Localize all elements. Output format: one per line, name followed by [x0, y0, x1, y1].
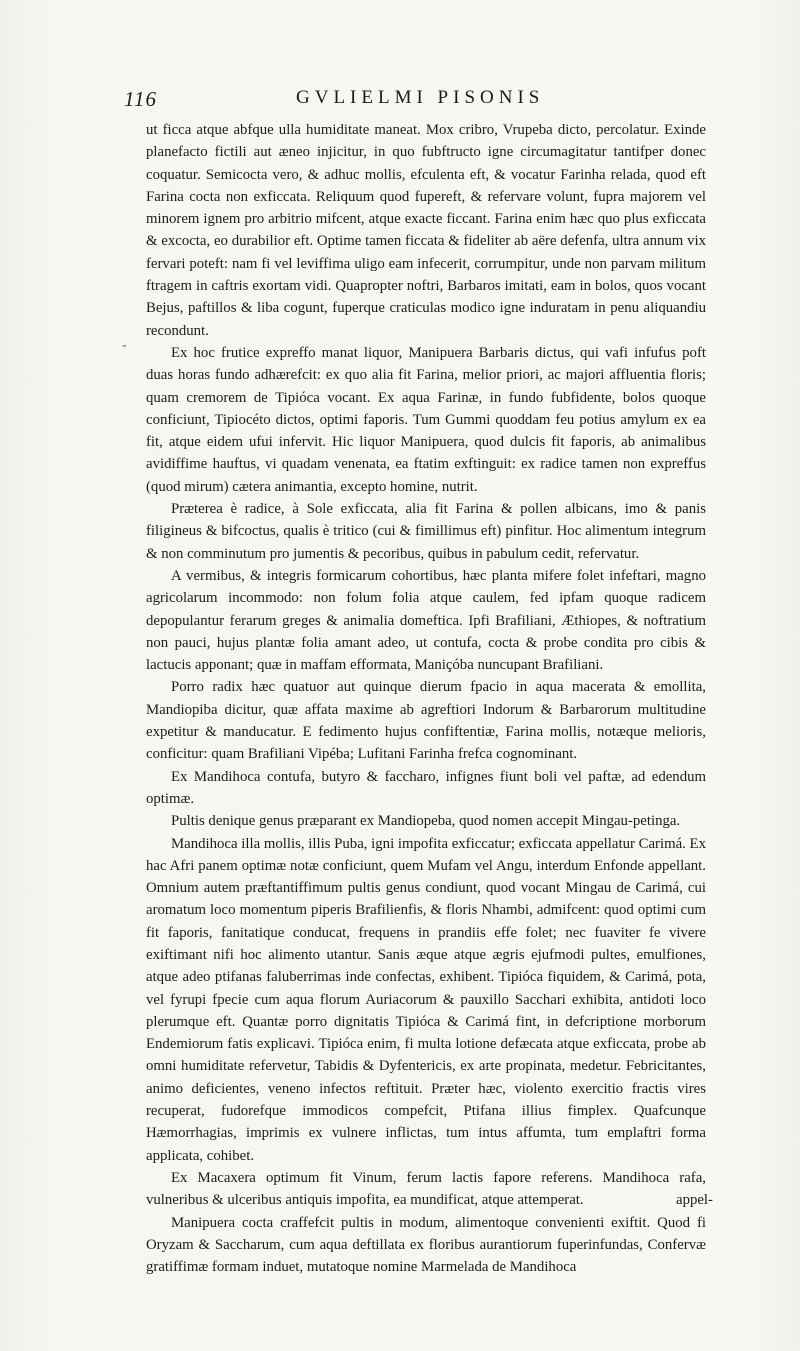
paragraph: Ex Macaxera optimum fit Vinum, ferum lactis fapore referens. Mandihoca rafa, vulneribus & ulceribus antiquis impofita, ea mundificat, atque attemperat.	[146, 1169, 706, 1209]
body-text	[146, 119, 706, 1278]
paragraph: Mandihoca illa mollis, illis Puba, igni impofita exficcatur; exficcata appellatur Carimá. Ex hac Afri panem optimæ notæ conficiunt, quem Mufam vel Angu, interdum Enfonde appellant. Omnium autem præftantiffimum pultis genus condiunt, quod vocant Mingau de Carimá, cui aromatum loco momentum piperis Brafilienfis, & floris Nhambi, admifcent: quod optimi cum fit faporis, fanitatique conducat, frequens in prandiis effe folet; nec fuaviter fe vivere exiftimant nifi hoc alimento utantur. Sanis æque atque ægris ejufmodi pultes, emulfiones, atque adeo ptifanas faluberrimas inde confectas, exhibent. Tipióca fiquidem, & Carimá, pota, vel fyrupi fpecie cum aqua florum Auriacorum & pauxillo Sacchari exhibita, antidoti loco plerumque eft. Quantæ porro dignitatis Tipióca & Carimá fint, in defcriptione morborum Endemiorum fatis explicavi. Tipióca enim, fi multa lotione defæcata atque exficcata, probe ab omni humiditate refervetur, Tabidis & Dyfentericis, ex arte propinata, medetur. Febricitantes, animo deficientes, veneno infectos reftituit. Præter hæc, violento exercitio fractis vires recuperat, fudorefque immodicos compefcit, Ptifana illius fimplex. Quafcunque Hæmorrhagias, imprimis ex vulnere inflictas, tum intus affumta, tum emplaftri forma applicata, cohibet.	[146, 835, 706, 1164]
running-head: GVLIELMI PISONIS	[296, 87, 545, 108]
paragraph: Ex hoc frutice expreffo manat liquor, Manipuera Barbaris dictus, qui vafi infufus poft duas horas fundo adhærefcit: ex quo alia fit Farina, melior priori, ac majori affluentia floris; quam cremorem de Tipióca vocant. Ex aqua Farinæ, in fundo fubfidente, bolos quoque conficiunt, Tipiocéto dictos, optimi faporis. Tum Gummi quoddam feu potius amylum ex ea fit, atque eidem ufui infervit. Hic liquor Manipuera, quod dulcis fit faporis, ab animalibus avidiffime hauftus, vi quadam venenata, ea ftatim exftinguit: ex radice tamen non expreffus (quod mirum) cætera animantia, excepto homine, nutrit.	[146, 344, 706, 495]
catchword: appel-	[676, 1192, 713, 1208]
paragraph: Porro radix hæc quatuor aut quinque dierum fpacio in aqua macerata & emollita, Mandiopiba dicitur, quæ affata maxime ab agreftiori Indorum & Barbarorum multitudine expetitur & manducatur. E fedimento hujus confiftentiæ, Farina mollis, notæque melioris, conficitur: quam Brafiliani Vipéba; Lufitani Farinha frefca cognominant.	[146, 679, 706, 763]
paragraph: ut ficca atque abfque ulla humiditate maneat. Mox cribro, Vrupeba dicto, percolatur. Exinde planefacto fictili aut æneo injicitur, in quo fubftructo igne circumagitatur tantifper donec coquatur. Semicocta vero, & adhuc mollis, efculenta eft, & vocatur Farinha relada, quod eft Farina cocta non exficcata. Reliquum quod fupereft, & refervare volunt, fupra majorem vel minorem ignem pro arbitrio mifcent, atque exacte ficcant. Farina enim hæc quo plus exficcata & excocta, eo durabilior eft. Optime tamen ficcata & fideliter ab aëre defenfa, ultra annum vix fervari poteft: nam fi vel leviffima uligo eam infecerit, corrumpitur, unde non parvam militum ftragem in caftris exortam vidi. Quapropter noftri, Barbaros imitati, eam in bolos, quos vocant Bejus, paftillos & liba cogunt, fuperque craticulas modico igne induratam in penu aliquandiu recondunt.	[146, 122, 706, 339]
paragraph: Pultis denique genus præparant ex Mandiopeba, quod nomen accepit Mingau-petinga.	[171, 813, 681, 830]
margin-mark: -	[122, 338, 127, 353]
paragraph: Ex Mandihoca contufa, butyro & faccharo, infignes fiunt boli vel paftæ, ad edendum optimæ.	[146, 768, 706, 807]
paragraph: Manipuera cocta craffefcit pultis in modum, alimentoque convenienti exiftit. Quod fi Oryzam & Saccharum, cum aqua deftillata ex floribus aurantiorum fuperinfundas, Confervæ gratiffimæ formam induet, mutatoque nomine Marmelada de Mandihoca	[146, 1214, 706, 1276]
paragraph: A vermibus, & integris formicarum cohortibus, hæc planta mifere folet infeftari, magno agricolarum incommodo: non folum folia atque caulem, fed ipfam quoque radicem depopulantur ferarum greges & animalia domeftica. Ipfi Brafiliani, Æthiopes, & noftratium non pauci, hujus plantæ folia amant adeo, ut contufa, cocta & probe condita pro cibis & lactucis apponant; quæ in maffam efformata, Maniçóba nuncupant Brafiliani.	[146, 567, 706, 674]
page-header	[124, 87, 684, 115]
paragraph: Præterea è radice, à Sole exficcata, alia fit Farina & pollen albicans, imo & panis filigineus & bifcoctus, qualis è tritico (cui & fimillimus eft) pinfitur. Hoc alimentum integrum & non comminutum pro jumentis & pecoribus, quibus in pabulum cedit, refervatur.	[146, 501, 706, 562]
page-number: 116	[124, 87, 157, 111]
